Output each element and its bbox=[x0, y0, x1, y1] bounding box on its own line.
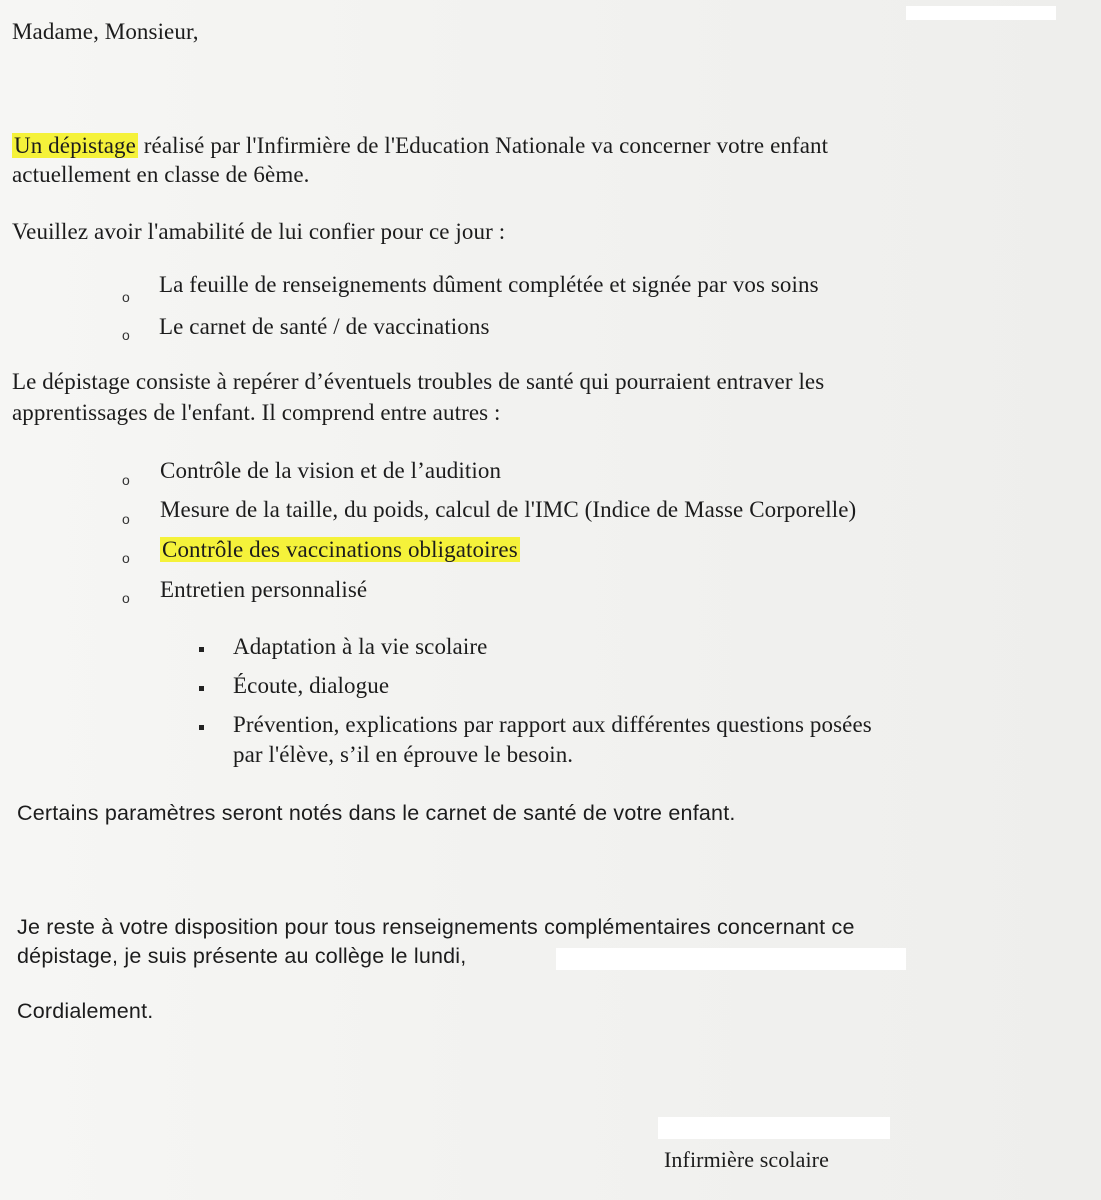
notes-text: Certains paramètres seront notés dans le carnet de santé de votre enfant. bbox=[17, 801, 736, 825]
square-bullet-icon bbox=[199, 686, 204, 691]
intro-line-2: actuellement en classe de 6ème. bbox=[12, 162, 310, 187]
document-item: La feuille de renseignements dûment complétée et signée par vos soins bbox=[159, 272, 819, 297]
circle-bullet-icon: o bbox=[122, 289, 130, 305]
circle-bullet-icon: o bbox=[122, 550, 130, 566]
check-item bbox=[160, 535, 520, 565]
description-line-2: apprentissages de l'enfant. Il comprend entre autres : bbox=[12, 400, 501, 425]
check-item: Mesure de la taille, du poids, calcul de l'IMC (Indice de Masse Corporelle) bbox=[160, 497, 857, 522]
check-item: Entretien personnalisé bbox=[160, 577, 368, 602]
greeting: Madame, Monsieur, bbox=[12, 19, 199, 44]
check-item: Contrôle de la vision et de l’audition bbox=[160, 458, 502, 483]
closing-text: Cordialement. bbox=[17, 999, 154, 1023]
intro-line-1: Un dépistage réalisé par l'Infirmière de l'Education Nationale va concerner votre enfant bbox=[14, 133, 829, 158]
document-item: Le carnet de santé / de vaccinations bbox=[159, 314, 490, 339]
redaction-top-right bbox=[906, 6, 1056, 20]
circle-bullet-icon: o bbox=[122, 511, 130, 527]
highlight-intro: Un dépistage bbox=[14, 133, 136, 158]
square-bullet-icon bbox=[199, 725, 204, 730]
circle-bullet-icon: o bbox=[122, 327, 130, 343]
redaction-signature-name bbox=[658, 1117, 890, 1139]
interview-topic-continuation: par l'élève, s’il en éprouve le besoin. bbox=[233, 742, 574, 767]
square-bullet-icon bbox=[199, 647, 204, 652]
availability-line-2: dépistage, je suis présente au collège le lundi, bbox=[17, 944, 467, 968]
circle-bullet-icon: o bbox=[122, 590, 130, 606]
highlight-vaccinations: Contrôle des vaccinations obligatoires bbox=[162, 537, 518, 562]
interview-topic: Adaptation à la vie scolaire bbox=[233, 634, 488, 659]
circle-bullet-icon: o bbox=[122, 472, 130, 488]
availability-line-1: Je reste à votre disposition pour tous renseignements complémentaires concernant ce bbox=[17, 915, 855, 939]
interview-topic: Écoute, dialogue bbox=[233, 673, 390, 698]
redaction-day bbox=[556, 948, 906, 970]
request-text: Veuillez avoir l'amabilité de lui confier pour ce jour : bbox=[12, 219, 506, 244]
description-line-1: Le dépistage consiste à repérer d’éventuels troubles de santé qui pourraient entraver les bbox=[12, 369, 825, 394]
interview-topic: Prévention, explications par rapport aux différentes questions posées bbox=[233, 712, 872, 737]
signature-role: Infirmière scolaire bbox=[664, 1147, 829, 1172]
